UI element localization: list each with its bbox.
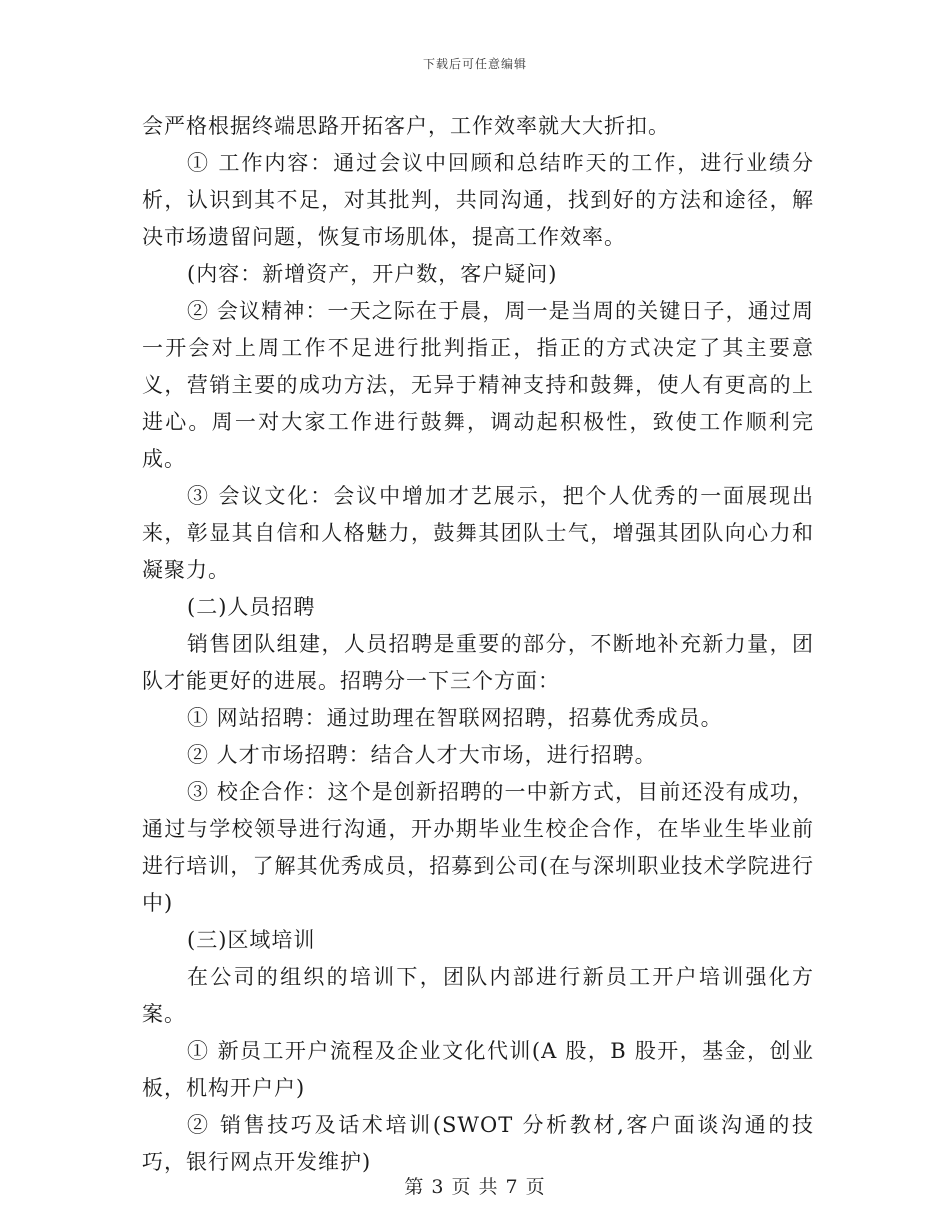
paragraph-work-content: ① 工作内容：通过会议中回顾和总结昨天的工作，进行业绩分析，认识到其不足，对其批判，共同沟通，找到好的方法和途径，解决市场遗留问题，恢复市场肌体，提高工作效率。 bbox=[142, 151, 814, 249]
section-heading-training: (三)区域培训 bbox=[187, 928, 316, 952]
paragraph-meeting-culture: ③ 会议文化：会议中增加才艺展示，把个人优秀的一面展现出来，彰显其自信和人格魅力，鼓舞其团队士气，增强其团队向心力和凝聚力。 bbox=[142, 484, 814, 582]
paragraph-talent-market: ② 人才市场招聘：结合人才大市场，进行招聘。 bbox=[187, 743, 657, 767]
paragraph-training-intro: 在公司的组织的培训下，团队内部进行新员工开户培训强化方案。 bbox=[142, 965, 814, 1026]
page-header: 下载后可任意编辑 bbox=[422, 57, 527, 71]
paragraph-meeting-spirit: ② 会议精神：一天之际在于晨，周一是当周的关键日子，通过周一开会对上周工作不足进行批判指正，指正的方式决定了其主要意义，营销主要的成功方法，无异于精神支持和鼓舞，使人有更高的上进心。周一对大家工作进行鼓舞，调动起积极性，致使工作顺利完成。 bbox=[142, 299, 814, 471]
section-heading-recruitment: (二)人员招聘 bbox=[187, 595, 316, 619]
paragraph-onboarding-training: ① 新员工开户流程及企业文化代训(A 股，B 股开，基金，创业板，机构开户户) bbox=[142, 1039, 814, 1100]
page-number: 第 3 页 共 7 页 bbox=[404, 1176, 546, 1198]
paragraph-web-recruitment: ① 网站招聘：通过助理在智联网招聘，招募优秀成员。 bbox=[187, 706, 723, 730]
paragraph-school-cooperation: ③ 校企合作：这个是创新招聘的一中新方式，目前还没有成功，通过与学校领导进行沟通，开办期毕业生校企合作，在毕业生毕业前进行培训，了解其优秀成员，招募到公司(在与深圳职业技术学院进行中) bbox=[142, 780, 814, 915]
paragraph-recruitment-intro: 销售团队组建，人员招聘是重要的部分，不断地补充新力量，团队才能更好的进展。招聘分一下三个方面： bbox=[142, 632, 814, 693]
paragraph-1: 会严格根据终端思路开拓客户，工作效率就大大折扣。 bbox=[142, 114, 670, 138]
document-body bbox=[142, 108, 814, 1181]
paragraph-content-note: (内容：新增资产，开户数，客户疑问) bbox=[187, 262, 558, 286]
paragraph-sales-training: ② 销售技巧及话术培训(SWOT 分析教材,客户面谈沟通的技巧，银行网点开发维护) bbox=[142, 1113, 814, 1174]
